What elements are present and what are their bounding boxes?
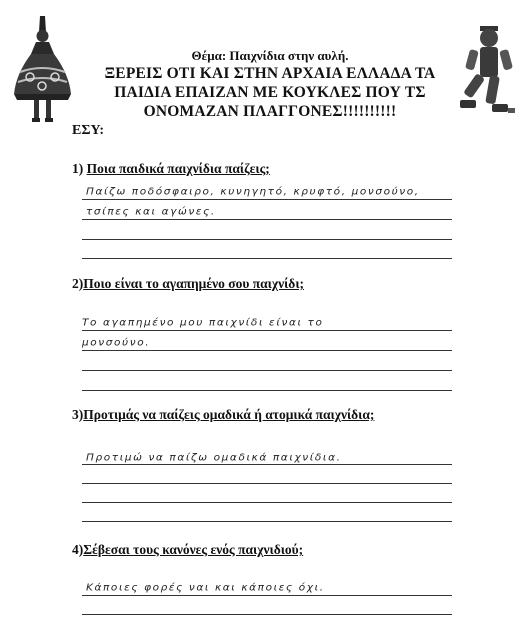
question-number: 2) [72, 276, 84, 291]
answer-line [82, 219, 452, 220]
answer-line [82, 330, 452, 331]
question-3 [72, 407, 374, 423]
question-text: Ποιο είναι το αγαπημένο σου παιχνίδι; [83, 276, 304, 291]
worksheet-subject: Θέμα: Παιχνίδια στην αυλή. [191, 48, 349, 63]
you-label: ΕΣΥ: [72, 123, 104, 138]
question-text: Ποια παιδικά παιχνίδια παίζεις; [86, 161, 270, 176]
answer-line [82, 199, 452, 200]
worksheet-title-line-2: ΠΑΙΔΙΑ ΕΠΑΙΖΑΝ ΜΕ ΚΟΥΚΛΕΣ ΠΟΥ ΤΣ [114, 84, 426, 101]
answer-line [82, 370, 452, 371]
answer-line [82, 614, 452, 615]
answer-3-line-1: Προτιμώ να παίζω ομαδικά παιχνίδια. [86, 452, 342, 464]
question-2 [72, 276, 304, 292]
answer-line [82, 390, 452, 391]
answer-2-line-1: Το αγαπημένο μου παιχνίδι είναι το [82, 317, 324, 329]
answer-line [82, 595, 452, 596]
answer-2-line-2: μονσούνο. [82, 337, 151, 349]
question-number: 4) [72, 542, 84, 557]
answer-line [82, 502, 452, 503]
answer-line [82, 239, 452, 240]
answer-line [82, 258, 452, 259]
answer-line [82, 521, 452, 522]
answer-1-line-2: τσίπες και αγώνες. [86, 206, 216, 218]
answer-line [82, 350, 452, 351]
answer-line [82, 464, 452, 465]
worksheet-title-line-3: ΟΝΟΜΑΖΑΝ ΠΛΑΓΓΟΝΕΣ!!!!!!!!!! [143, 103, 397, 120]
question-number: 3) [72, 407, 84, 422]
answer-4-line-1: Κάποιες φορές ναι και κάποιες όχι. [86, 582, 325, 594]
bell-doll-image [10, 14, 75, 124]
worksheet-title-line-1: ΞΕΡΕΙΣ ΟΤΙ ΚΑΙ ΣΤΗΝ ΑΡΧΑΙΑ ΕΛΛΑΔΑ ΤΑ [104, 65, 436, 82]
question-1 [72, 161, 270, 177]
question-text: Προτιμάς να παίζεις ομαδικά ή ατομικά παιχνίδια; [83, 407, 375, 422]
answer-line [82, 483, 452, 484]
question-4 [72, 542, 303, 558]
question-text: Σέβεσαι τους κανόνες ενός παιχνιδιού; [83, 542, 304, 557]
answer-1-line-1: Παίζω ποδόσφαιρο, κυνηγητό, κρυφτό, μονσούνο, [86, 186, 420, 198]
question-number: 1) [72, 161, 84, 176]
